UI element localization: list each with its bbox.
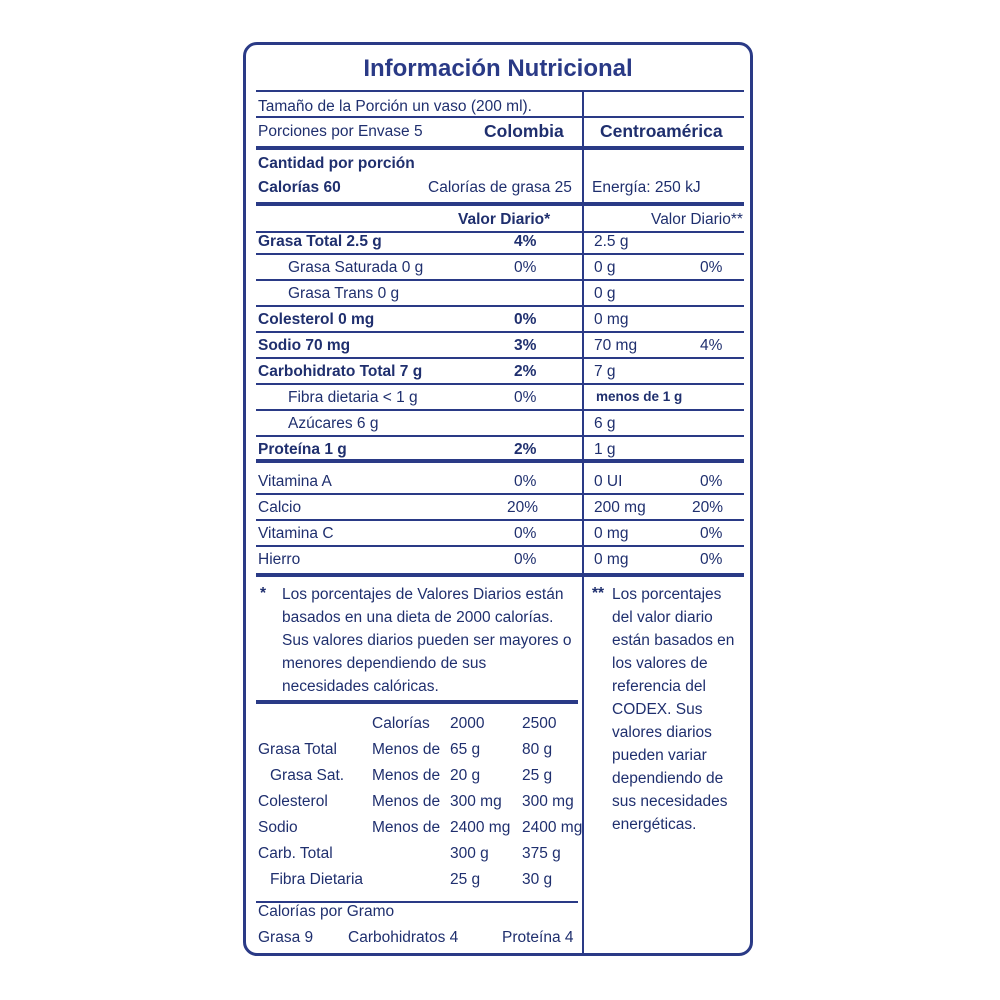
ref-2500: 2400 mg [522,819,583,836]
ref-label: Colesterol [258,793,328,810]
ref-label: Sodio [258,819,298,836]
vitamin-dv: 0% [514,551,537,568]
nutrient-label: Grasa Total 2.5 g [258,233,382,250]
divider [256,90,744,92]
divider [256,545,744,547]
divider [256,519,744,521]
amount-per-serving: Cantidad por porción [258,155,415,172]
nutrient-dv: 4% [514,233,537,250]
footnote-mark-ca: ** [592,585,605,602]
fat-per-gram: Grasa 9 [258,929,314,946]
nutrient-ca: 2.5 g [594,233,629,250]
ref-2500: 30 g [522,871,553,888]
vitamin-dv: 0% [514,525,537,542]
nutrient-ca-dv: 0% [700,259,723,276]
vitamin-ca: 0 mg [594,525,629,542]
nutrient-ca: 6 g [594,415,616,432]
protein-per-gram: Proteína 4 [502,929,574,946]
divider [256,357,744,359]
colombia-header: Colombia [484,121,564,141]
calories-per-gram: Calorías por Gramo [258,903,395,920]
ref-2000: 300 g [450,845,489,862]
nutrient-dv: 0% [514,311,537,328]
vitamin-ca: 0 mg [594,551,629,568]
ref-header-2000: 2000 [450,715,485,732]
ref-2500: 300 mg [522,793,574,810]
ref-2500: 25 g [522,767,553,784]
divider [256,116,744,118]
divider [256,493,744,495]
ref-header-calorias: Calorías [372,715,430,732]
nutrient-dv: 2% [514,363,537,380]
nutrient-ca-dv: 4% [700,337,723,354]
nutrient-label: Sodio 70 mg [258,337,351,354]
footnote-centroamerica: Los porcentajes del valor diario están basados en los valores de referencia del CODEX. Sus valores diarios pueden variar dependiendo de sus necesidades energéticas. [612,586,735,833]
divider [256,253,744,255]
servings-per-container: Porciones por Envase 5 [258,123,423,140]
nutrient-label: Colesterol 0 mg [258,311,375,328]
nutrient-ca: 0 mg [594,311,629,328]
vitamin-dv: 0% [514,473,537,490]
divider-thick [256,146,744,150]
nutrient-label: Grasa Trans 0 g [288,285,400,302]
nutrient-ca: 0 g [594,285,616,302]
divider [256,331,744,333]
daily-value-header-co: Valor Diario* [458,211,551,228]
divider [256,435,744,437]
divider-thick [256,202,744,206]
centroamerica-header: Centroamérica [600,121,723,141]
footnote-colombia: Los porcentajes de Valores Diarios están basados en una dieta de 2000 calorías. Sus valores diarios pueden ser mayores o menores dependiendo de sus necesidades calóricas. [282,586,572,695]
ref-qualifier: Menos de [372,793,441,810]
ref-2000: 2400 mg [450,819,511,836]
ref-qualifier: Menos de [372,741,441,758]
ref-label: Grasa Sat. [270,767,345,784]
vitamin-ca-dv: 0% [700,551,723,568]
vitamin-label: Calcio [258,499,302,516]
vitamin-ca-dv: 0% [700,473,723,490]
nutrient-label: Proteína 1 g [258,441,347,458]
nutrient-ca: 7 g [594,363,616,380]
vitamin-ca: 200 mg [594,499,646,516]
ref-2000: 25 g [450,871,481,888]
nutrient-dv: 3% [514,337,537,354]
ref-2000: 20 g [450,767,481,784]
carbs-per-gram: Carbohidratos 4 [348,929,459,946]
nutrition-facts-label [243,42,753,956]
vitamin-label: Vitamina A [258,473,332,490]
nutrient-dv: 0% [514,389,537,406]
vitamin-ca: 0 UI [594,473,623,490]
ref-label: Carb. Total [258,845,333,862]
nutrient-ca: 0 g [594,259,616,276]
energy: Energía: 250 kJ [592,179,701,196]
daily-value-header-ca: Valor Diario** [651,211,743,228]
ref-2000: 65 g [450,741,481,758]
nutrient-label: Fibra dietaria < 1 g [288,389,418,406]
divider [256,279,744,281]
nutrient-ca: 1 g [594,441,616,458]
vitamin-label: Vitamina C [258,525,334,542]
nutrient-label: Azúcares 6 g [288,415,379,432]
divider-thick [256,700,578,704]
vitamin-ca-dv: 20% [692,499,724,516]
divider [256,305,744,307]
footnote-mark-co: * [260,585,267,602]
vitamin-dv: 20% [507,499,539,516]
divider [256,383,744,385]
calories-from-fat: Calorías de grasa 25 [428,179,572,196]
vitamin-ca-dv: 0% [700,525,723,542]
nutrient-dv: 2% [514,441,537,458]
divider-thick [256,459,744,463]
divider [256,409,744,411]
ref-header-2500: 2500 [522,715,557,732]
nutrient-dv: 0% [514,259,537,276]
ref-label: Grasa Total [258,741,337,758]
ref-2000: 300 mg [450,793,502,810]
nutrient-label: Grasa Saturada 0 g [288,259,424,276]
ref-2500: 80 g [522,741,553,758]
serving-size: Tamaño de la Porción un vaso (200 ml). [258,98,532,115]
label-title: Información Nutricional [363,55,633,82]
nutrient-label: Carbohidrato Total 7 g [258,363,423,380]
nutrient-ca: menos de 1 g [596,389,683,404]
divider-thick [256,573,744,577]
ref-label: Fibra Dietaria [270,871,364,888]
nutrient-ca: 70 mg [594,337,638,354]
calories: Calorías 60 [258,179,341,196]
vitamin-label: Hierro [258,551,301,568]
ref-qualifier: Menos de [372,767,441,784]
ref-2500: 375 g [522,845,561,862]
ref-qualifier: Menos de [372,819,441,836]
